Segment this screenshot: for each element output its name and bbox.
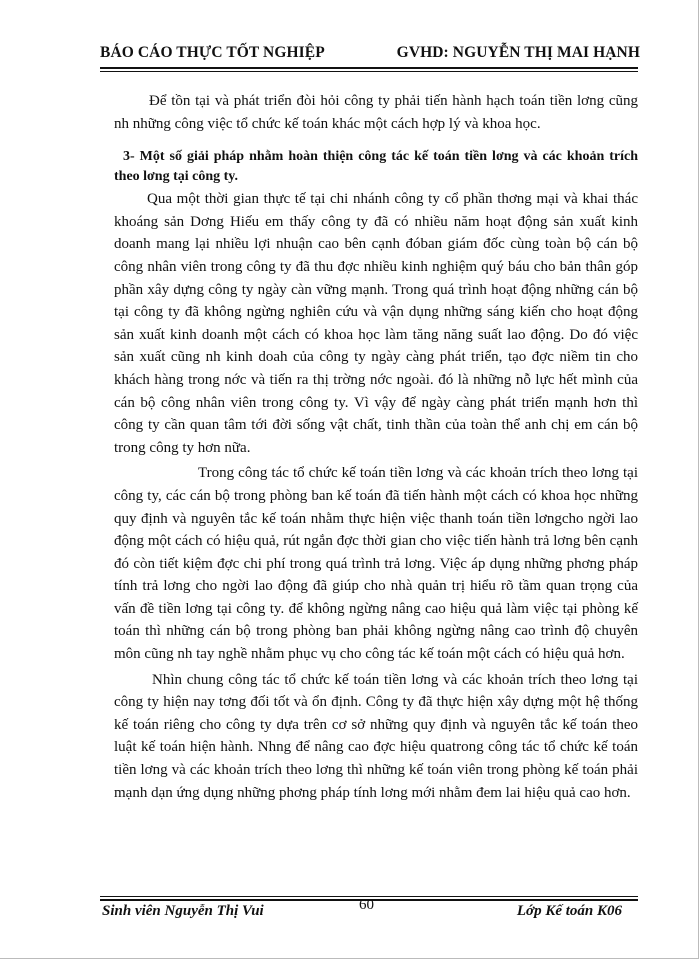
- paragraph-4: Nhìn chung công tác tổ chức kế toán tiền lơng và các khoản trích theo lơng tại công ty hiện nay tơng đối tốt và ổn định. Công ty đã thực hiện xây dựng một hệ thống kế toán riêng cho công ty dựa trên cơ sở những quy định và nguyên tắc kế toán theo luật kế toán hiện hành. Nhng để nâng cao đợc hiệu quatrong công tác tổ chức kế toán tiền lơng và các khoản trích theo lơng thì những kế toán viên trong phòng kế toán phải mạnh dạn ứng dụng những phơng pháp tính lơng mới nhằm đem lai hiệu quả cao hơn.: [114, 671, 638, 801]
- header-rule-thick: [100, 67, 638, 69]
- page-footer: [102, 897, 622, 925]
- document-body: [114, 90, 638, 804]
- page-header: [100, 44, 640, 62]
- section-heading: 3- Một số giải pháp nhằm hoàn thiện công tác kế toán tiền lơng và các khoản trích theo lơng tại công ty.: [114, 149, 638, 185]
- paragraph-3: Trong công tác tổ chức kế toán tiền lơng và các khoản trích theo lơng tại công ty, các cán bộ trong phòng ban kế toán đã tiến hành một cách có khoa học những quy định và nguyên tắc kế toán nhằm thực hiện việc thanh toán tiền lơngcho ngời lao động một cách có hiệu quả, rút ngắn đợc thời gian cho việc tiến hành trả lơng bên cạnh đó còn tiết kiệm đợc chi phí trong quá trình trả lơng. Việc áp dụng những phơng pháp tính trả lơng cho ngời lao động đã giúp cho nhà quản trị hiểu rõ tầm quan trọng của vấn đề tiền lơng tại công ty. để không ngừng nâng cao hiệu quả làm việc tại phòng kế toán thì những cán bộ trong phòng ban phải không ngừng nâng cao trình độ chuyên môn cũng nh tay nghề nhằm phục vụ cho công tác kế toán một cách có hiệu quả hơn.: [114, 465, 638, 663]
- student-name: Sinh viên Nguyễn Thị Vui: [102, 903, 264, 919]
- page-number: 60: [359, 897, 374, 913]
- paragraph-2: Qua một thời gian thực tế tại chi nhánh công ty cổ phần thơng mại và khai thác khoáng sản Dơng Hiếu em thấy công ty đã có nhiều năm hoạt động sản xuất kinh doanh mang lại nhiều lợi nhuận cao bên cạnh đóban giám đốc cùng toàn bộ cán bộ công nhân viên trong công ty đã thu đợc nhiều kinh nghiệm quý báu cho bản thân góp phần xây dựng công ty ngày càn vững mạnh. Trong quá trình hoạt động những cán bộ tại công ty đã không ngừng nghiên cứu và vận dụng những sáng kiến cho hoạt động sản xuất kinh doanh một cách có khoa học làm tăng năng suất lao động. Do đó việc sản xuất cũng nh kinh doah của công ty ngày càng phát triển, tạo đợc niềm tin cho khách hàng trong nớc và tiến ra thị trờng nớc ngoài. đó là những nỗ lực hết mình của cán bộ công nhân viên trong công ty. Vì vậy để ngày càng phát triển mạnh hơn thì công ty cần quan tâm tới đời sống vật chất, tinh thần của toàn thể anh chị em cán bộ trong công ty hơn nữa.: [114, 191, 638, 456]
- class-name: Lớp Kế toán K06: [516, 903, 622, 919]
- header-rule-thin: [100, 71, 638, 72]
- supervisor-name: GVHD: NGUYỄN THỊ MAI HẠNH: [396, 44, 640, 61]
- intro-paragraph: Để tồn tại và phát triển đòi hỏi công ty phải tiến hành hạch toán tiền lơng cũng nh những công việc tổ chức kế toán khác một cách hợp lý và khoa học.: [114, 93, 638, 132]
- report-title: BÁO CÁO THỰC TỐT NGHIỆP: [100, 44, 325, 61]
